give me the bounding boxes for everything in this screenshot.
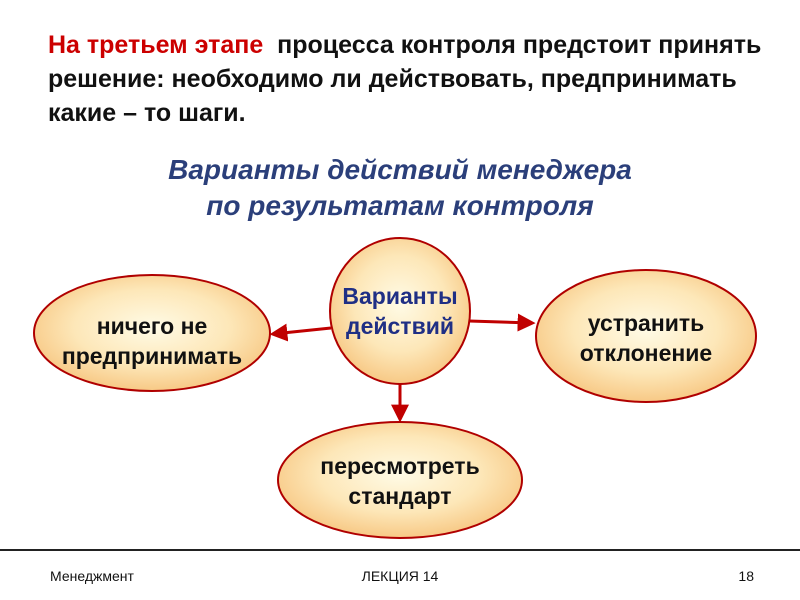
footer-lecture: ЛЕКЦИЯ 14 (361, 568, 439, 584)
node-center-line-2: действий (345, 313, 454, 339)
subheading-line-2: по результатам контроля (206, 190, 594, 221)
node-right-line-1: устранить (587, 310, 705, 336)
node-right-line-2: отклонение (579, 340, 713, 366)
node-center-line-1: Варианты (342, 283, 458, 309)
footer-page-number: 18 (738, 568, 754, 584)
node-bottom-line-2: стандарт (348, 483, 452, 509)
footer-divider (0, 549, 800, 551)
footer-course: Менеджмент (50, 568, 134, 584)
heading-accent: На третьем этапе (48, 31, 264, 59)
node-bottom-label (278, 451, 522, 511)
node-center-label (330, 281, 470, 341)
arrow-to-right (469, 321, 532, 323)
node-left-line-2: предпринимать (61, 343, 243, 369)
node-left-line-1: ничего не (96, 313, 208, 339)
node-right-label (536, 308, 756, 368)
subheading-line-1: Варианты действий менеджера (168, 154, 632, 185)
node-bottom-line-1: пересмотреть (320, 453, 480, 479)
node-left-label (34, 311, 270, 371)
arrow-to-left (273, 328, 331, 334)
heading-rest: процесса контроля предстоит принять решение: необходимо ли действовать, предпринимать какие – то шаги. (48, 31, 762, 127)
